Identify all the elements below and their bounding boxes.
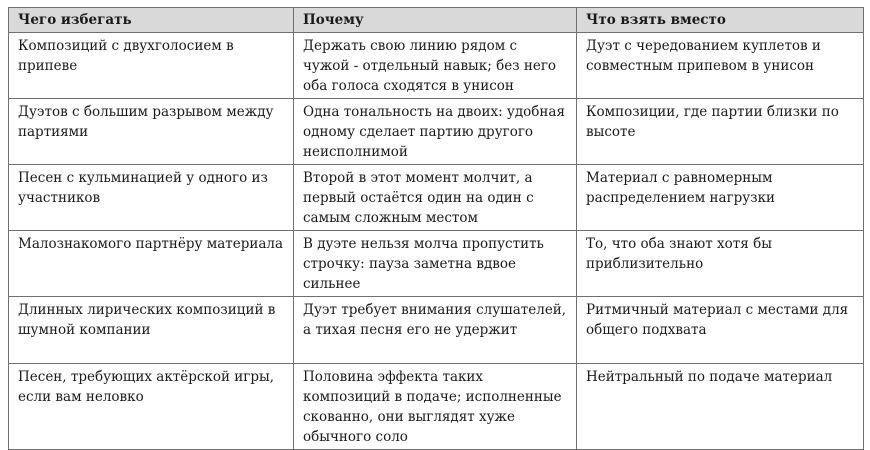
cell-avoid: Песен с кульминацией у одного из участников	[9, 165, 294, 231]
cell-instead: Нейтральный по подаче материал	[577, 364, 864, 450]
table-row	[9, 231, 864, 297]
cell-avoid: Песен, требующих актёрской игры, если вам неловко	[9, 364, 294, 450]
header-avoid: Чего избегать	[9, 8, 294, 33]
cell-instead: Ритмичный материал с местами для общего подхвата	[577, 297, 864, 364]
table-row	[9, 165, 864, 231]
table-row	[9, 364, 864, 450]
cell-why: Половина эффекта таких композиций в подаче; исполненные скованно, они выглядят хуже обычного соло	[294, 364, 577, 450]
cell-instead: Дуэт с чередованием куплетов и совместным припевом в унисон	[577, 33, 864, 99]
table-row	[9, 99, 864, 165]
cell-why: Одна тональность на двоих: удобная одному сделает партию другого неисполнимой	[294, 99, 577, 165]
table-body	[9, 33, 864, 450]
cell-why: Дуэт требует внимания слушателей, а тихая песня его не удержит	[294, 297, 577, 364]
cell-why: Держать свою линию рядом с чужой - отдельный навык; без него оба голоса сходятся в унисон	[294, 33, 577, 99]
cell-why: Второй в этот момент молчит, а первый остаётся один на один с самым сложным местом	[294, 165, 577, 231]
cell-avoid: Композиций с двухголосием в припеве	[9, 33, 294, 99]
cell-instead: Материал с равномерным распределением нагрузки	[577, 165, 864, 231]
cell-instead: Композиции, где партии близки по высоте	[577, 99, 864, 165]
header-instead: Что взять вместо	[577, 8, 864, 33]
cell-why: В дуэте нельзя молча пропустить строчку: пауза заметна вдвое сильнее	[294, 231, 577, 297]
advice-table	[8, 7, 864, 450]
table-row	[9, 297, 864, 364]
header-row	[9, 8, 864, 33]
cell-avoid: Дуэтов с большим разрывом между партиями	[9, 99, 294, 165]
cell-avoid: Длинных лирических композиций в шумной компании	[9, 297, 294, 364]
header-why: Почему	[294, 8, 577, 33]
cell-instead: То, что оба знают хотя бы приблизительно	[577, 231, 864, 297]
cell-avoid: Малознакомого партнёру материала	[9, 231, 294, 297]
table-header	[9, 8, 864, 33]
table-row	[9, 33, 864, 99]
